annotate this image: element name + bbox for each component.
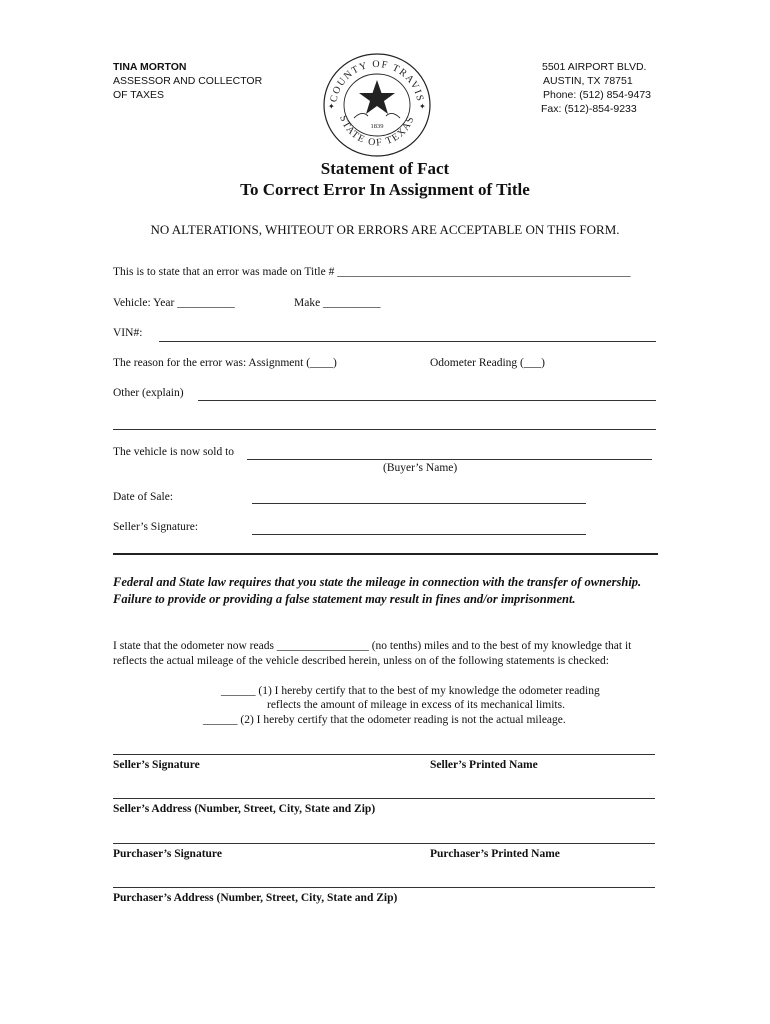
seller-signature-caption: Seller’s Signature bbox=[113, 759, 200, 771]
seal-top-text: COUNTY OF TRAVIS bbox=[328, 58, 426, 104]
svg-text:✦: ✦ bbox=[328, 102, 335, 111]
address-city: AUSTIN, TX 78751 bbox=[543, 75, 633, 87]
vin-input-line[interactable] bbox=[159, 341, 656, 342]
mileage-warning: Federal and State law requires that you state the mileage in connection with the transfer of ownership. Failure to provide or providing a false statement may result in fines and/or imprisonment. bbox=[113, 575, 642, 606]
seller-address-line[interactable] bbox=[113, 798, 655, 799]
sold-to-label: The vehicle is now sold to bbox=[113, 446, 235, 458]
county-seal bbox=[318, 50, 436, 160]
notice-text: NO ALTERATIONS, WHITEOUT OR ERRORS ARE ACCEPTABLE ON THIS FORM. bbox=[150, 222, 620, 237]
purchaser-signature-caption: Purchaser’s Signature bbox=[113, 848, 222, 860]
seller-signature-line[interactable] bbox=[113, 754, 655, 755]
other-label: Other (explain) bbox=[113, 387, 184, 399]
vin-label: VIN#: bbox=[113, 327, 143, 339]
reason-assignment-field[interactable]: The reason for the error was: Assignment (____) bbox=[113, 357, 337, 369]
svg-text:STATE OF TEXAS bbox=[337, 114, 417, 148]
seal-icon bbox=[318, 50, 436, 160]
seller-signature-label: Seller’s Signature: bbox=[113, 521, 199, 533]
fax-number: Fax: (512)-854-9233 bbox=[541, 103, 637, 115]
title-number-field[interactable]: This is to state that an error was made on Title # ___________________________________________________ bbox=[113, 266, 631, 278]
form-title: Statement of Fact bbox=[320, 159, 450, 178]
buyer-name-input-line[interactable] bbox=[247, 459, 652, 460]
section-divider bbox=[113, 553, 658, 555]
address-street: 5501 AIRPORT BLVD. bbox=[542, 61, 647, 73]
svg-text:✦: ✦ bbox=[419, 102, 426, 111]
assessor-title-line1: ASSESSOR AND COLLECTOR bbox=[113, 75, 263, 87]
vehicle-make-field[interactable]: Make __________ bbox=[294, 297, 381, 309]
phone-number: Phone: (512) 854-9473 bbox=[543, 89, 651, 101]
seller-printed-name-caption: Seller’s Printed Name bbox=[430, 759, 538, 771]
purchaser-signature-line[interactable] bbox=[113, 843, 655, 844]
reason-odometer-field[interactable]: Odometer Reading (___) bbox=[430, 357, 545, 369]
date-of-sale-input-line[interactable] bbox=[252, 503, 586, 504]
buyer-name-caption: (Buyer’s Name) bbox=[383, 462, 458, 474]
seal-bottom-text: STATE OF TEXAS bbox=[337, 114, 417, 149]
seal-year: 1839 bbox=[370, 123, 384, 130]
purchaser-address-caption: Purchaser’s Address (Number, Street, City, State and Zip) bbox=[113, 892, 398, 904]
odometer-statement[interactable]: I state that the odometer now reads ________________ (no tenths) miles and to the best of my knowledge that it reflects the actual mileage of the vehicle described herein, unless on of the following statements is checked: bbox=[113, 640, 632, 667]
other-input-line-2[interactable] bbox=[113, 429, 656, 430]
seller-signature-input-line[interactable] bbox=[252, 534, 586, 535]
seller-address-caption: Seller’s Address (Number, Street, City, State and Zip) bbox=[113, 803, 376, 815]
assessor-title-line2: OF TAXES bbox=[113, 89, 164, 101]
other-input-line[interactable] bbox=[198, 400, 656, 401]
vehicle-year-field[interactable]: Vehicle: Year __________ bbox=[113, 297, 235, 309]
purchaser-printed-name-caption: Purchaser’s Printed Name bbox=[430, 848, 560, 860]
purchaser-address-line[interactable] bbox=[113, 887, 655, 888]
certification-2[interactable]: ______ (2) I hereby certify that the odometer reading is not the actual mileage. bbox=[203, 714, 566, 726]
date-of-sale-label: Date of Sale: bbox=[113, 491, 174, 503]
form-subtitle: To Correct Error In Assignment of Title bbox=[240, 180, 530, 199]
certification-1[interactable]: ______ (1) I hereby certify that to the best of my knowledge the odometer reading bbox=[221, 685, 600, 697]
assessor-name: TINA MORTON bbox=[113, 61, 187, 73]
certification-1-continued: reflects the amount of mileage in excess of its mechanical limits. bbox=[267, 699, 565, 711]
